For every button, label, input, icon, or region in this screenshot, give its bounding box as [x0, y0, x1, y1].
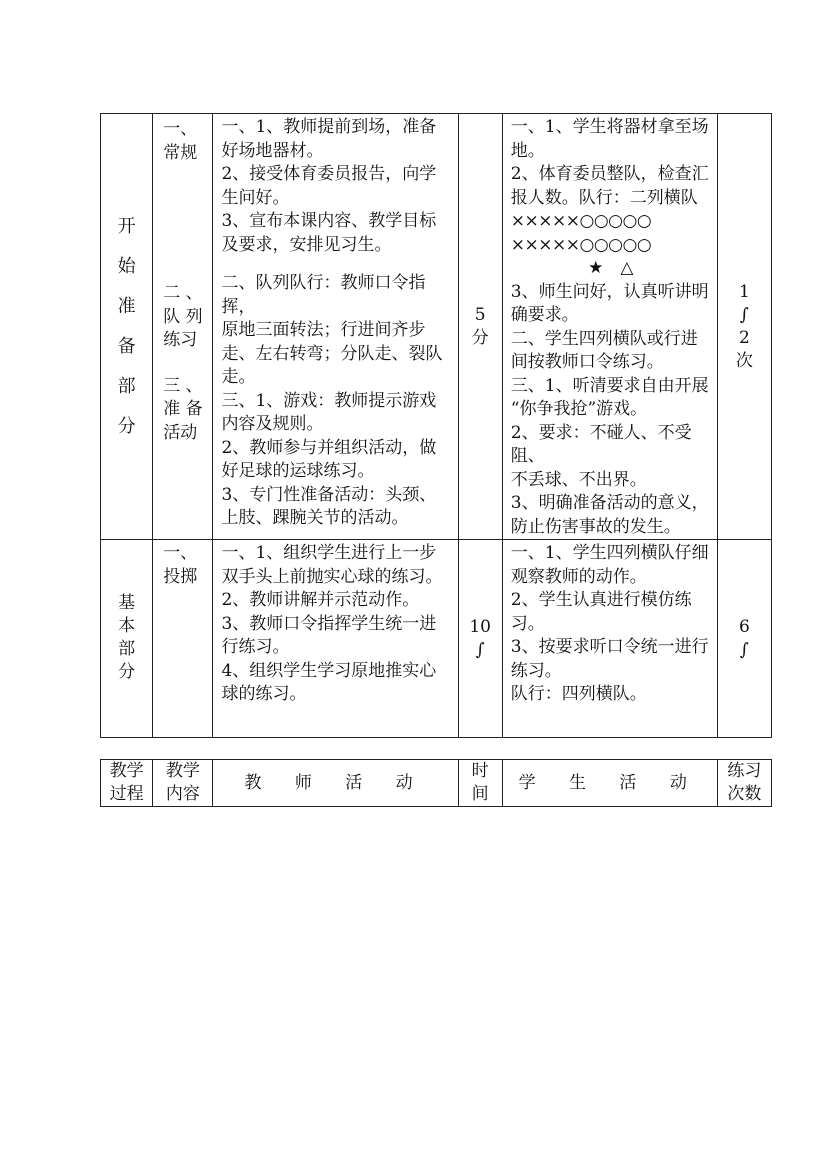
header-count — [717, 760, 771, 807]
teacher-line: 2、接受体育委员报告，向学 — [221, 164, 437, 184]
count-unit: 次 — [735, 350, 753, 371]
student-line: 2、体育委员整队，检查汇 — [510, 164, 709, 184]
section-char: 部 — [117, 375, 136, 397]
header-text: 过程 — [109, 784, 144, 804]
basic-section-label — [101, 540, 153, 738]
section-char: 分 — [118, 662, 136, 683]
time-sep: ∫ — [475, 639, 485, 660]
student-line: 2、要求：不碰人、不受阻、 — [510, 422, 692, 466]
teacher-line: 一、1、组织学生进行上一步 — [221, 543, 437, 563]
teacher-line: 一、1、教师提前到场，准备 — [221, 117, 437, 137]
content-item-label: 准 备 — [163, 399, 203, 419]
basic-content-cell — [153, 540, 213, 738]
teacher-line: 好足球的运球练习。 — [221, 461, 375, 481]
basic-teacher-activity — [213, 540, 458, 738]
start-teacher-activity — [213, 114, 458, 540]
formation-markers: ★ △ — [588, 258, 634, 278]
header-content — [153, 760, 213, 807]
student-line: 3、明确准备活动的意义， — [510, 493, 709, 513]
student-line: 队行：四列横队。 — [510, 684, 647, 704]
student-line: 练习。 — [510, 660, 562, 681]
time-unit: 分 — [471, 327, 489, 348]
content-item-label: 投掷 — [163, 566, 198, 587]
teacher-line: 3、宣布本课内容、教学目标 — [221, 211, 437, 231]
section-char: 准 — [117, 295, 136, 317]
start-count-cell — [717, 114, 771, 540]
teacher-line: 原地三面转法；行进间齐步 — [221, 320, 426, 340]
header-text: 次数 — [727, 784, 762, 804]
start-time-cell — [458, 114, 502, 540]
teacher-line: 双手头上前抛实心球的练习。 — [221, 566, 443, 587]
count-sep: ∫ — [739, 304, 749, 325]
student-line: 间按教师口令练习。 — [510, 352, 664, 372]
student-line: 报人数。队行：二列横队 — [510, 187, 698, 208]
count-value: 6 — [738, 616, 750, 637]
content-item-label: 队 列 — [163, 306, 203, 327]
section-char: 分 — [117, 415, 136, 437]
teacher-line: 3、教师口令指挥学生统一进 — [221, 613, 437, 634]
teacher-line: 及要求，安排见习生。 — [221, 234, 392, 255]
formation-row: ×××××○○○○○ — [510, 211, 652, 231]
content-item-label: 三 、 — [163, 375, 203, 396]
header-text: 教 师 活 动 — [244, 772, 427, 793]
basic-count-cell — [717, 540, 771, 738]
header-student-activity — [502, 760, 717, 807]
student-line: 防止伤害事故的发生。 — [510, 516, 681, 537]
count-value: 2 — [738, 327, 750, 348]
header-text: 教学 — [165, 761, 200, 781]
student-line: 一、1、学生四列横队仔细 — [510, 543, 709, 563]
student-line: 3、师生问好，认真听讲明 — [510, 281, 709, 302]
student-line: 2、学生认真进行模仿练 — [510, 590, 692, 610]
section-char: 本 — [118, 616, 136, 637]
section-char: 开 — [117, 215, 136, 237]
teacher-line: 二、队列队行：教师口令指挥， — [221, 273, 426, 317]
section-char: 部 — [118, 639, 136, 660]
student-line: 一、1、学生将器材拿至场 — [510, 117, 709, 137]
formation-row: ×××××○○○○○ — [510, 234, 652, 255]
student-line: 3、按要求听口令统一进行 — [510, 637, 709, 657]
header-text: 时 — [471, 761, 489, 781]
section-char: 始 — [117, 255, 136, 277]
basic-time-cell — [458, 540, 502, 738]
student-line: 习。 — [510, 613, 545, 634]
teacher-line: 走、左右转弯；分队走、裂队 — [221, 343, 443, 364]
student-line: 确要求。 — [510, 305, 579, 325]
teacher-line: 好场地器材。 — [221, 140, 324, 161]
student-line: 地。 — [510, 140, 545, 161]
count-value: 1 — [738, 281, 750, 302]
teacher-line: 三、1、游戏：教师提示游戏 — [221, 390, 437, 411]
header-text: 练习 — [727, 761, 762, 781]
header-text: 学 生 活 动 — [518, 772, 701, 793]
section-char: 备 — [117, 335, 136, 357]
content-item-label: 一、 — [163, 119, 198, 139]
basic-section-row — [101, 540, 772, 738]
start-student-activity — [502, 114, 717, 540]
content-item-label: 活动 — [163, 422, 198, 443]
section-char: 基 — [118, 593, 136, 614]
header-text: 教学 — [109, 761, 144, 781]
content-item-label: 二 、 — [163, 283, 203, 303]
student-line: 不丢球、不出界。 — [510, 469, 647, 490]
student-line: 观察教师的动作。 — [510, 566, 647, 587]
student-line: 三、1、听清要求自由开展 — [510, 375, 709, 396]
teacher-line: 内容及规则。 — [221, 414, 324, 434]
time-value: 5 — [474, 304, 486, 325]
lesson-plan-table — [100, 113, 772, 738]
teacher-line: 走。 — [221, 367, 256, 387]
header-process — [101, 760, 153, 807]
content-item-label: 常规 — [163, 142, 198, 163]
student-line: “你争我抢”游戏。 — [510, 399, 648, 419]
header-text: 间 — [471, 784, 489, 804]
teacher-line: 2、教师参与并组织活动，做 — [221, 437, 437, 458]
header-teacher-activity — [213, 760, 458, 807]
content-item-label: 练习 — [163, 330, 198, 350]
start-section-label — [101, 114, 153, 540]
header-time — [458, 760, 502, 807]
start-content-cell — [153, 114, 213, 540]
header-row — [101, 760, 772, 807]
header-text: 内容 — [165, 784, 200, 804]
count-sep: ∫ — [739, 639, 749, 660]
start-section-row — [101, 114, 772, 540]
teacher-line: 行练习。 — [221, 637, 290, 657]
teacher-line: 球的练习。 — [221, 684, 307, 704]
teacher-line: 4、组织学生学习原地推实心 — [221, 660, 437, 681]
column-header-table — [100, 759, 772, 807]
content-item-label: 一、 — [163, 543, 198, 563]
student-line: 二、学生四列横队或行进 — [510, 328, 698, 349]
teacher-line: 2、教师讲解并示范动作。 — [221, 590, 420, 610]
time-value: 10 — [469, 616, 491, 637]
basic-student-activity — [502, 540, 717, 738]
teacher-line: 生问好。 — [221, 187, 290, 208]
teacher-line: 上肢、踝腕关节的活动。 — [221, 508, 409, 528]
teacher-line: 3、专门性准备活动：头颈、 — [221, 484, 437, 505]
